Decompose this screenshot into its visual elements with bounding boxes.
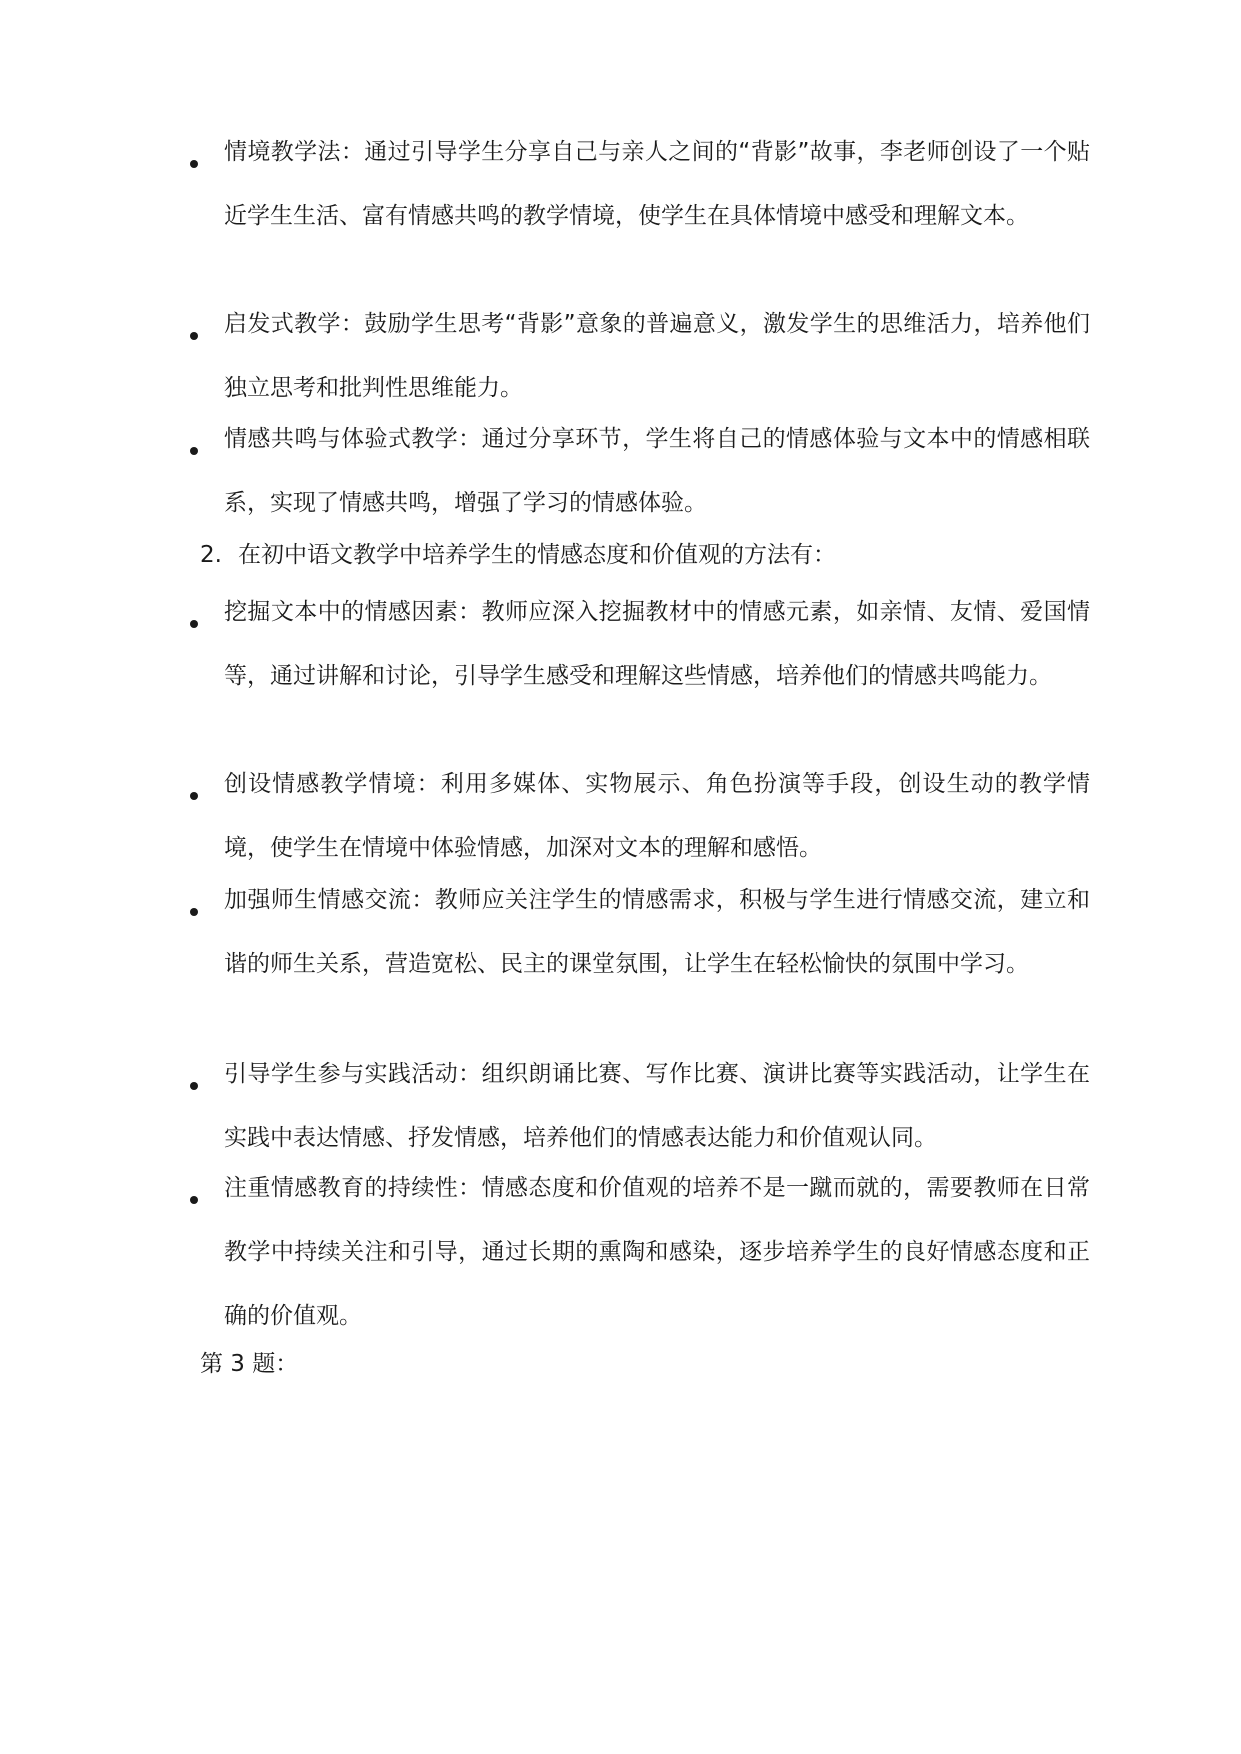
bullet-icon (190, 908, 198, 916)
bullet-icon (190, 332, 198, 340)
bullet-icon (190, 1082, 198, 1090)
list-item-text: 加强师生情感交流：教师应关注学生的情感需求，积极与学生进行情感交流，建立和谐的师生关系，营造宽松、民主的课堂氛围，让学生在轻松愉快的氛围中学习。 (224, 887, 1090, 977)
list-item-text: 情境教学法：通过引导学生分享自己与亲人之间的“背影”故事，李老师创设了一个贴近学生生活、富有情感共鸣的教学情境，使学生在具体情境中感受和理解文本。 (224, 139, 1090, 229)
bullet-icon (190, 620, 198, 628)
numbered-item-text: 在初中语文教学中培养学生的情感态度和价值观的方法有： (238, 542, 836, 568)
list-item-text: 注重情感教育的持续性：情感态度和价值观的培养不是一蹴而就的，需要教师在日常教学中持续关注和引导，通过长期的熏陶和感染，逐步培养学生的良好情感态度和正确的价值观。 (224, 1175, 1090, 1329)
numbered-list-item (200, 523, 1080, 587)
bullet-icon (190, 447, 198, 455)
list-number: 2. (200, 542, 222, 568)
bullet-icon (190, 1196, 198, 1204)
bullet-icon (190, 160, 198, 168)
list-item-text: 挖掘文本中的情感因素：教师应深入挖掘教材中的情感元素，如亲情、友情、爱国情等，通过讲解和讨论，引导学生感受和理解这些情感，培养他们的情感共鸣能力。 (224, 599, 1090, 689)
list-item-text: 启发式教学：鼓励学生思考“背影”意象的普遍意义，激发学生的思维活力，培养他们独立思考和批判性思维能力。 (224, 311, 1090, 401)
list-item-text: 引导学生参与实践活动：组织朗诵比赛、写作比赛、演讲比赛等实践活动，让学生在实践中表达情感、抒发情感，培养他们的情感表达能力和价值观认同。 (224, 1061, 1090, 1151)
bullet-icon (190, 792, 198, 800)
list-item-text: 创设情感教学情境：利用多媒体、实物展示、角色扮演等手段，创设生动的教学情境，使学生在情境中体验情感，加深对文本的理解和感悟。 (224, 771, 1090, 861)
list-item-text: 情感共鸣与体验式教学：通过分享环节，学生将自己的情感体验与文本中的情感相联系，实现了情感共鸣，增强了学习的情感体验。 (224, 426, 1090, 516)
question-heading: 第 3 题： (200, 1351, 299, 1377)
